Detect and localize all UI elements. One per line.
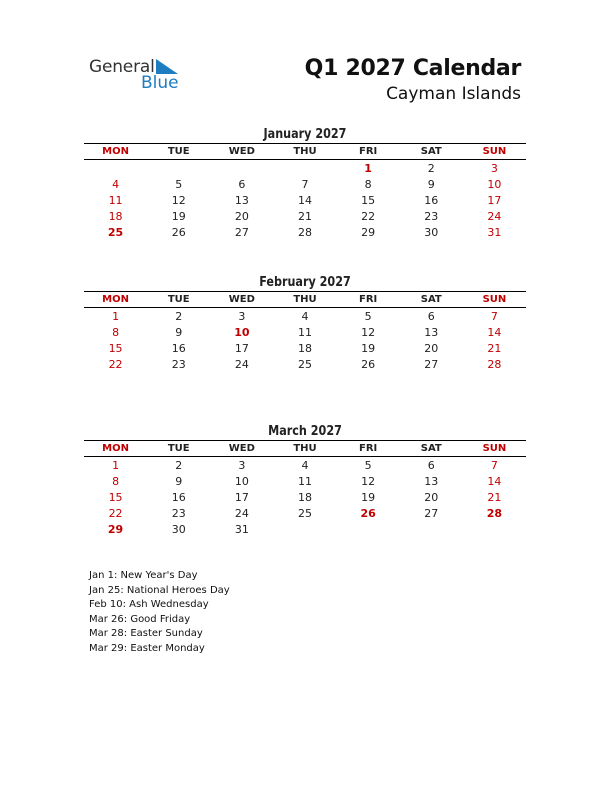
- day-cell: [147, 160, 210, 177]
- day-cell: 13: [424, 325, 439, 339]
- day-cell: 26: [361, 357, 376, 371]
- page-subtitle: Cayman Islands: [386, 84, 521, 104]
- day-cell: 11: [297, 474, 312, 488]
- week-row: [84, 473, 526, 489]
- day-cell: [337, 521, 400, 537]
- month-march: [84, 422, 526, 537]
- day-cell: 21: [487, 341, 502, 355]
- week-row: [84, 489, 526, 505]
- day-cell: 24: [487, 209, 502, 223]
- month-title: March 2027: [268, 423, 342, 439]
- day-cell: 30: [171, 522, 186, 536]
- day-cell: 4: [112, 177, 120, 191]
- day-cell: 22: [361, 209, 376, 223]
- day-cell: 1: [112, 458, 120, 472]
- day-cell: 23: [424, 209, 439, 223]
- day-cell: 10: [487, 177, 502, 191]
- day-cell: 31: [487, 225, 502, 239]
- weekday-header: WED: [210, 292, 273, 308]
- day-cell: 23: [171, 357, 186, 371]
- day-cell: 12: [361, 474, 376, 488]
- day-cell: 15: [108, 341, 123, 355]
- generalblue-logo: [89, 57, 189, 93]
- weekday-header: TUE: [147, 292, 210, 308]
- holiday-entry: Mar 28: Easter Sunday: [89, 628, 203, 639]
- day-cell: 11: [108, 193, 123, 207]
- day-cell: 15: [108, 490, 123, 504]
- month-february: [84, 273, 526, 372]
- page-title: Q1 2027 Calendar: [304, 56, 521, 81]
- day-cell: 2: [175, 309, 183, 323]
- day-cell: 22: [108, 357, 123, 371]
- weekday-header: FRI: [337, 441, 400, 457]
- day-cell: 24: [234, 357, 249, 371]
- day-cell: 8: [112, 474, 120, 488]
- day-cell: 20: [234, 209, 249, 223]
- day-cell: 19: [361, 341, 376, 355]
- holiday-day-cell: 25: [107, 225, 124, 239]
- week-row: [84, 160, 526, 177]
- day-cell: 22: [108, 506, 123, 520]
- day-cell: 8: [112, 325, 120, 339]
- day-cell: 9: [175, 325, 183, 339]
- week-row: [84, 505, 526, 521]
- day-cell: 5: [364, 458, 372, 472]
- holiday-day-cell: 29: [107, 522, 124, 536]
- week-row: [84, 308, 526, 325]
- day-cell: 26: [171, 225, 186, 239]
- day-cell: [273, 160, 336, 177]
- day-cell: 7: [301, 177, 309, 191]
- day-cell: 20: [424, 490, 439, 504]
- week-row: [84, 192, 526, 208]
- day-cell: 28: [297, 225, 312, 239]
- day-cell: 19: [361, 490, 376, 504]
- month-grid: [84, 143, 526, 240]
- month-january: [84, 125, 526, 240]
- day-cell: 16: [171, 341, 186, 355]
- weekday-header: THU: [273, 144, 336, 160]
- day-cell: 17: [234, 341, 249, 355]
- day-cell: 25: [297, 506, 312, 520]
- month-grid: [84, 440, 526, 537]
- month-title: January 2027: [263, 126, 347, 142]
- holiday-entry: Mar 29: Easter Monday: [89, 642, 205, 654]
- day-cell: [400, 521, 463, 537]
- weekday-header: SUN: [463, 144, 526, 160]
- week-row: [84, 340, 526, 356]
- day-cell: 6: [427, 458, 435, 472]
- day-cell: 12: [361, 325, 376, 339]
- day-cell: 17: [234, 490, 249, 504]
- week-row: [84, 356, 526, 372]
- day-cell: 18: [297, 341, 312, 355]
- holiday-entry: Mar 26: Good Friday: [89, 613, 191, 625]
- weekday-header: SAT: [400, 441, 463, 457]
- day-cell: 9: [427, 177, 435, 191]
- week-row: [84, 224, 526, 240]
- day-cell: 14: [297, 193, 312, 207]
- day-cell: [273, 521, 336, 537]
- day-cell: 9: [175, 474, 183, 488]
- day-cell: 23: [171, 506, 186, 520]
- weekday-header-row: [84, 441, 526, 457]
- weekday-header: MON: [84, 441, 147, 457]
- day-cell: 16: [171, 490, 186, 504]
- week-row: [84, 176, 526, 192]
- day-cell: 20: [424, 341, 439, 355]
- day-cell: 30: [424, 225, 439, 239]
- holiday-list: [89, 569, 230, 656]
- day-cell: 21: [297, 209, 312, 223]
- day-cell: 5: [364, 309, 372, 323]
- day-cell: 7: [490, 458, 498, 472]
- day-cell: 3: [490, 161, 498, 175]
- weekday-header-row: [84, 292, 526, 308]
- day-cell: 1: [112, 309, 120, 323]
- day-cell: 13: [234, 193, 249, 207]
- logo-text-general: General: [89, 57, 155, 77]
- day-cell: [84, 160, 147, 177]
- holiday-entry: Jan 1: New Year's Day: [89, 570, 198, 581]
- day-cell: 27: [424, 357, 439, 371]
- day-cell: 17: [487, 193, 502, 207]
- day-cell: 3: [238, 458, 246, 472]
- day-cell: 2: [427, 161, 435, 175]
- weekday-header: FRI: [337, 292, 400, 308]
- day-cell: 27: [234, 225, 249, 239]
- day-cell: 8: [364, 177, 372, 191]
- weekday-header: SAT: [400, 292, 463, 308]
- day-cell: 3: [238, 309, 246, 323]
- holiday-day-cell: 26: [360, 506, 376, 520]
- weekday-header: SUN: [463, 441, 526, 457]
- weekday-header: FRI: [337, 144, 400, 160]
- weekday-header: MON: [84, 144, 147, 160]
- day-cell: 16: [424, 193, 439, 207]
- weekday-header: WED: [210, 144, 273, 160]
- holiday-day-cell: 1: [364, 161, 372, 175]
- holiday-day-cell: 28: [486, 506, 503, 520]
- holiday-day-cell: 10: [234, 325, 250, 339]
- day-cell: 10: [234, 474, 249, 488]
- day-cell: 4: [301, 458, 309, 472]
- day-cell: 6: [427, 309, 435, 323]
- weekday-header: THU: [273, 441, 336, 457]
- week-row: [84, 208, 526, 224]
- weekday-header: MON: [84, 292, 147, 308]
- day-cell: 12: [171, 193, 186, 207]
- logo-text-blue: Blue: [141, 73, 179, 93]
- holiday-entry: Feb 10: Ash Wednesday: [89, 599, 209, 610]
- weekday-header: SUN: [463, 292, 526, 308]
- day-cell: 25: [297, 357, 312, 371]
- day-cell: 28: [487, 357, 502, 371]
- day-cell: 19: [171, 209, 186, 223]
- day-cell: 21: [487, 490, 502, 504]
- month-grid: [84, 291, 526, 372]
- month-title: February 2027: [259, 274, 351, 290]
- weekday-header: TUE: [147, 441, 210, 457]
- day-cell: 29: [361, 225, 376, 239]
- day-cell: 27: [424, 506, 439, 520]
- day-cell: 18: [297, 490, 312, 504]
- day-cell: 2: [175, 458, 183, 472]
- week-row: [84, 521, 526, 537]
- day-cell: 31: [234, 522, 249, 536]
- weekday-header: WED: [210, 441, 273, 457]
- weekday-header: TUE: [147, 144, 210, 160]
- day-cell: 14: [487, 474, 502, 488]
- day-cell: [463, 521, 526, 537]
- week-row: [84, 324, 526, 340]
- week-row: [84, 457, 526, 474]
- weekday-header-row: [84, 144, 526, 160]
- day-cell: 7: [490, 309, 498, 323]
- holiday-entry: Jan 25: National Heroes Day: [89, 584, 230, 596]
- day-cell: 18: [108, 209, 123, 223]
- day-cell: 4: [301, 309, 309, 323]
- weekday-header: SAT: [400, 144, 463, 160]
- day-cell: 14: [487, 325, 502, 339]
- day-cell: [210, 160, 273, 177]
- day-cell: 24: [234, 506, 249, 520]
- weekday-header: THU: [273, 292, 336, 308]
- day-cell: 15: [361, 193, 376, 207]
- day-cell: 5: [175, 177, 183, 191]
- day-cell: 11: [297, 325, 312, 339]
- day-cell: 13: [424, 474, 439, 488]
- day-cell: 6: [238, 177, 246, 191]
